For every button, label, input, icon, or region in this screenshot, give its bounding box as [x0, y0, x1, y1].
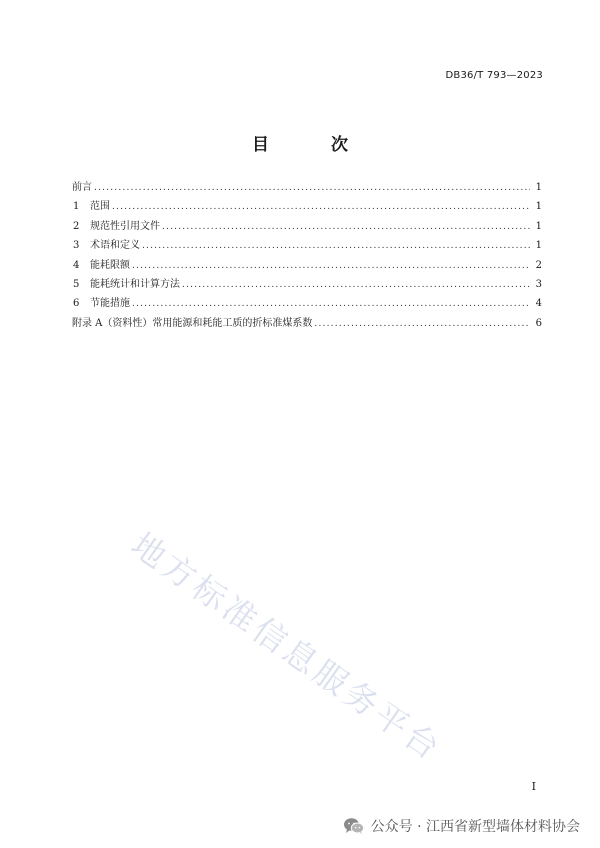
toc-entry-page: 4 [535, 298, 542, 310]
wechat-icon [343, 817, 365, 835]
toc-dot-leader [132, 295, 530, 314]
toc-entry-title: 规范性引用文件 [90, 220, 160, 232]
toc-entry-number: 3 [73, 240, 80, 252]
toc-entry-number: 2 [73, 220, 80, 232]
toc-entry[interactable] [72, 236, 542, 255]
wechat-account-label[interactable]: 公众号 · 江西省新型墙体材料协会 [370, 819, 580, 835]
toc-entry-number: 1 [73, 201, 80, 213]
toc-entry-page: 1 [535, 182, 542, 193]
document-code: DB36/T 793—2023 [445, 70, 543, 81]
watermark: 地方标准信息服务平台 [124, 524, 450, 770]
toc-entry-number: 4 [73, 259, 80, 271]
toc-dot-leader [182, 276, 530, 295]
table-of-contents [72, 178, 542, 333]
toc-dot-leader [94, 179, 530, 198]
toc-dot-leader [132, 257, 530, 276]
toc-entry[interactable] [72, 197, 542, 216]
toc-entry-number: 5 [73, 278, 80, 290]
toc-entry-title: 前言 [72, 182, 92, 193]
toc-entry-page: 1 [535, 220, 542, 232]
toc-dot-leader [112, 198, 530, 217]
toc-entry[interactable] [72, 256, 542, 275]
toc-entry-page: 2 [535, 259, 542, 271]
footer-bar [0, 804, 600, 848]
toc-entry-title: 能耗限额 [90, 259, 130, 271]
toc-entry[interactable] [72, 294, 542, 313]
toc-dot-leader [314, 315, 530, 334]
toc-entry-page: 3 [535, 278, 542, 290]
toc-entry-title: 术语和定义 [90, 240, 140, 252]
toc-entry-page: 6 [535, 317, 542, 329]
toc-title: 目 次 [252, 135, 376, 155]
toc-entry[interactable] [72, 178, 542, 197]
toc-entry[interactable] [72, 314, 542, 333]
toc-dot-leader [162, 218, 530, 237]
toc-entry-title: 范围 [90, 201, 110, 213]
toc-entry-page: 1 [535, 201, 542, 213]
toc-entry-title: 节能措施 [90, 298, 130, 310]
toc-entry-title: 附录 A（资料性）常用能源和耗能工质的折标准煤系数 [72, 317, 313, 329]
toc-entry-title: 能耗统计和计算方法 [90, 278, 180, 290]
page-number: I [531, 780, 536, 793]
toc-dot-leader [142, 237, 530, 256]
toc-entry[interactable] [72, 217, 542, 236]
toc-entry-number: 6 [73, 298, 80, 310]
toc-entry[interactable] [72, 275, 542, 294]
toc-entry-page: 1 [535, 240, 542, 252]
